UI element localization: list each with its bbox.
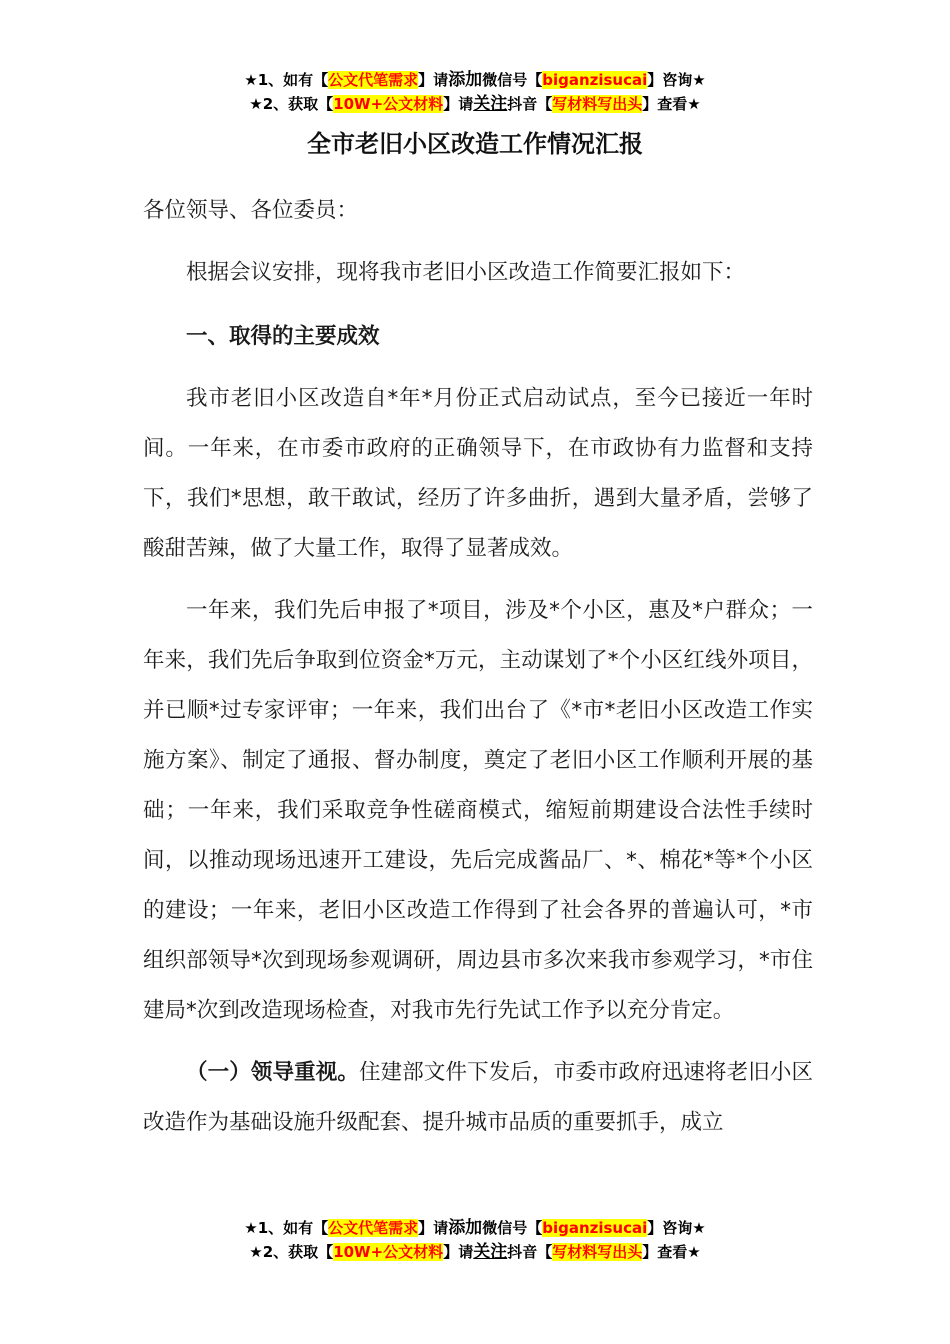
promo-highlight: 10W+公文材料 [333, 95, 444, 113]
promo-highlight: 公文代笔需求 [328, 71, 419, 89]
promo-text: ★1、如有【 [244, 71, 329, 89]
douyin-account: 写材料写出头 [552, 1243, 643, 1261]
douyin-account: 写材料写出头 [552, 95, 643, 113]
document-title: 全市老旧小区改造工作情况汇报 [307, 130, 643, 158]
promo-emphasis: 添加 [448, 70, 483, 90]
promo-text: ★2、获取【 [249, 95, 334, 113]
promo-text: 】请 [443, 95, 474, 113]
salutation: 各位领导、各位委员： [143, 198, 359, 223]
footer-promo-banner [0, 1216, 950, 1264]
promo-line-2 [0, 1240, 950, 1264]
intro-paragraph: 根据会议安排，现将我市老旧小区改造工作简要汇报如下： [186, 260, 746, 285]
promo-text: 】请 [418, 1219, 449, 1237]
paragraph-achievements: 我市老旧小区改造自*年*月份正式启动试点，至今已接近一年时间。一年来，在市委市政府的正确领导下，在市政协有力监督和支持下，我们*思想，敢干敢试，经历了许多曲折，遇到大量矛盾，尝够了酸甜苦辣，做了大量工作，取得了显著成效。 [143, 386, 813, 561]
promo-line-1 [0, 1216, 950, 1240]
promo-text: 】请 [443, 1243, 474, 1261]
promo-emphasis: 添加 [448, 1218, 483, 1238]
promo-text: ★2、获取【 [249, 1243, 334, 1261]
promo-text: 】咨询★ [647, 71, 706, 89]
promo-line-1 [0, 68, 950, 92]
header-promo-banner [0, 68, 950, 116]
promo-text: 】查看★ [642, 1243, 701, 1261]
promo-line-2 [0, 92, 950, 116]
paragraph-one-year: 一年来，我们先后申报了*项目，涉及*个小区，惠及*户群众；一年来，我们先后争取到位资金*万元，主动谋划了*个小区红线外项目，并已顺*过专家评审；一年来，我们出台了《*市*老旧小区改造工作实施方案》、制定了通报、督办制度，奠定了老旧小区工作顺利开展的基础；一年来，我们采取竞争性磋商模式，缩短前期建设合法性手续时间，以推动现场迅速开工建设，先后完成酱品厂、*、棉花*等*个小区的建设；一年来，老旧小区改造工作得到了社会各界的普遍认可，*市组织部领导*次到现场参观调研，周边县市多次来我市参观学习，*市住建局*次到改造现场检查，对我市先行先试工作予以充分肯定。 [143, 598, 813, 1023]
promo-text: 微信号【 [482, 1219, 543, 1237]
section-heading-1: 一、取得的主要成效 [186, 324, 380, 349]
document-body [143, 186, 813, 1148]
promo-text: 】请 [418, 71, 449, 89]
promo-emphasis: 关注 [473, 1242, 508, 1262]
promo-text: 抖音【 [507, 1243, 553, 1261]
promo-text: ★1、如有【 [244, 1219, 329, 1237]
promo-highlight: 10W+公文材料 [333, 1243, 444, 1261]
promo-emphasis: 关注 [473, 94, 508, 114]
promo-text: 】查看★ [642, 95, 701, 113]
wechat-id: biganzisucai [542, 1219, 648, 1237]
paragraph-leadership-text: 住建部文件下发后，市委市政府迅速将老旧小区改造作为基础设施升级配套、提升城市品质的重要抓手，成立 [143, 1060, 813, 1135]
subheading-leadership: （一）领导重视。 [186, 1060, 359, 1085]
promo-text: 微信号【 [482, 71, 543, 89]
promo-text: 抖音【 [507, 95, 553, 113]
promo-highlight: 公文代笔需求 [328, 1219, 419, 1237]
promo-text: 】咨询★ [647, 1219, 706, 1237]
paragraph-leadership [143, 1048, 813, 1148]
wechat-id: biganzisucai [542, 71, 648, 89]
